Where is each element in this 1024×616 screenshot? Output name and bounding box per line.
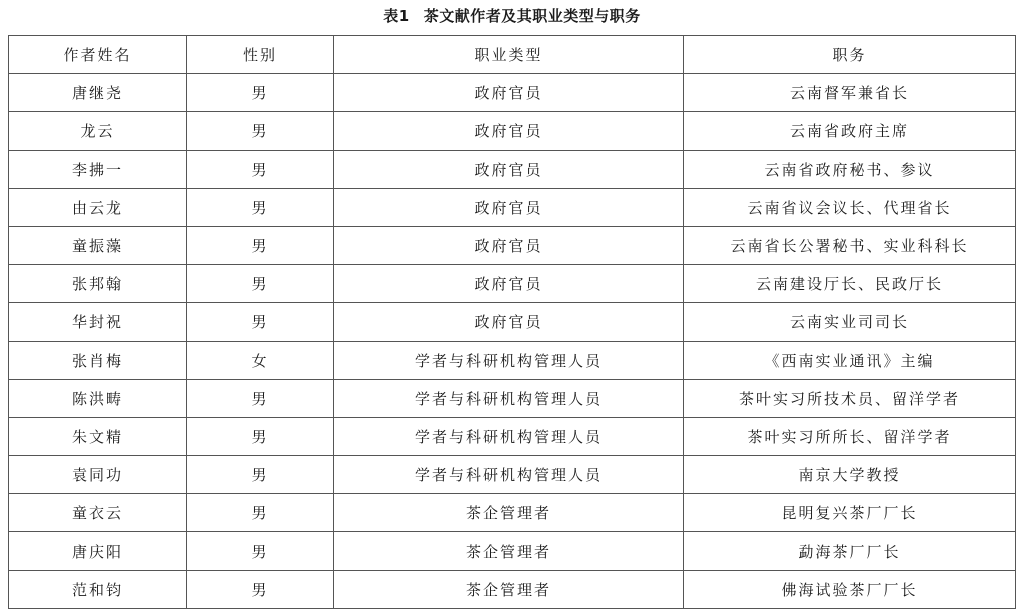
cell-gender: 男 bbox=[187, 150, 334, 188]
header-author-name: 作者姓名 bbox=[9, 36, 187, 74]
cell-occupation-type: 政府官员 bbox=[334, 150, 684, 188]
cell-author-name: 张肖梅 bbox=[9, 341, 187, 379]
table-row bbox=[9, 532, 1016, 570]
cell-gender: 男 bbox=[187, 379, 334, 417]
table-caption bbox=[0, 2, 1024, 30]
table-caption-label: 表1 bbox=[383, 7, 410, 25]
cell-position: 茶叶实习所所长、留洋学者 bbox=[684, 417, 1016, 455]
cell-position: 云南督军兼省长 bbox=[684, 74, 1016, 112]
header-position: 职务 bbox=[684, 36, 1016, 74]
cell-position: 《西南实业通讯》主编 bbox=[684, 341, 1016, 379]
cell-author-name: 陈洪畴 bbox=[9, 379, 187, 417]
cell-gender: 男 bbox=[187, 417, 334, 455]
cell-occupation-type: 茶企管理者 bbox=[334, 570, 684, 608]
cell-author-name: 童振藻 bbox=[9, 226, 187, 264]
header-gender: 性别 bbox=[187, 36, 334, 74]
table-row bbox=[9, 570, 1016, 608]
cell-gender: 男 bbox=[187, 265, 334, 303]
table-row bbox=[9, 494, 1016, 532]
cell-occupation-type: 学者与科研机构管理人员 bbox=[334, 379, 684, 417]
cell-occupation-type: 政府官员 bbox=[334, 112, 684, 150]
cell-author-name: 李拂一 bbox=[9, 150, 187, 188]
cell-occupation-type: 政府官员 bbox=[334, 265, 684, 303]
cell-gender: 男 bbox=[187, 303, 334, 341]
table-header-row bbox=[9, 36, 1016, 74]
cell-gender: 男 bbox=[187, 112, 334, 150]
cell-gender: 男 bbox=[187, 188, 334, 226]
cell-author-name: 龙云 bbox=[9, 112, 187, 150]
cell-position: 云南省议会议长、代理省长 bbox=[684, 188, 1016, 226]
cell-occupation-type: 政府官员 bbox=[334, 188, 684, 226]
cell-occupation-type: 学者与科研机构管理人员 bbox=[334, 341, 684, 379]
cell-gender: 男 bbox=[187, 532, 334, 570]
cell-author-name: 唐继尧 bbox=[9, 74, 187, 112]
cell-gender: 男 bbox=[187, 570, 334, 608]
cell-gender: 男 bbox=[187, 226, 334, 264]
cell-gender: 女 bbox=[187, 341, 334, 379]
cell-occupation-type: 学者与科研机构管理人员 bbox=[334, 456, 684, 494]
table-row bbox=[9, 226, 1016, 264]
table-row bbox=[9, 341, 1016, 379]
cell-position: 云南省政府主席 bbox=[684, 112, 1016, 150]
table-caption-title: 茶文献作者及其职业类型与职务 bbox=[423, 7, 641, 25]
cell-position: 佛海试验茶厂厂长 bbox=[684, 570, 1016, 608]
cell-gender: 男 bbox=[187, 494, 334, 532]
table-row bbox=[9, 456, 1016, 494]
cell-occupation-type: 政府官员 bbox=[334, 226, 684, 264]
cell-occupation-type: 茶企管理者 bbox=[334, 494, 684, 532]
cell-occupation-type: 茶企管理者 bbox=[334, 532, 684, 570]
header-occupation-type: 职业类型 bbox=[334, 36, 684, 74]
cell-occupation-type: 学者与科研机构管理人员 bbox=[334, 417, 684, 455]
table-row bbox=[9, 74, 1016, 112]
cell-author-name: 袁同功 bbox=[9, 456, 187, 494]
table-row bbox=[9, 150, 1016, 188]
cell-author-name: 华封祝 bbox=[9, 303, 187, 341]
author-occupation-table bbox=[8, 35, 1016, 609]
table-row bbox=[9, 417, 1016, 455]
cell-position: 南京大学教授 bbox=[684, 456, 1016, 494]
table-row bbox=[9, 303, 1016, 341]
cell-position: 昆明复兴茶厂厂长 bbox=[684, 494, 1016, 532]
cell-author-name: 童衣云 bbox=[9, 494, 187, 532]
cell-gender: 男 bbox=[187, 456, 334, 494]
cell-position: 云南建设厅长、民政厅长 bbox=[684, 265, 1016, 303]
cell-author-name: 范和钧 bbox=[9, 570, 187, 608]
table-row bbox=[9, 112, 1016, 150]
cell-position: 云南实业司司长 bbox=[684, 303, 1016, 341]
cell-position: 云南省长公署秘书、实业科科长 bbox=[684, 226, 1016, 264]
table-row bbox=[9, 379, 1016, 417]
table-row bbox=[9, 265, 1016, 303]
cell-position: 茶叶实习所技术员、留洋学者 bbox=[684, 379, 1016, 417]
cell-author-name: 唐庆阳 bbox=[9, 532, 187, 570]
cell-author-name: 朱文精 bbox=[9, 417, 187, 455]
cell-position: 勐海茶厂厂长 bbox=[684, 532, 1016, 570]
cell-author-name: 张邦翰 bbox=[9, 265, 187, 303]
cell-position: 云南省政府秘书、参议 bbox=[684, 150, 1016, 188]
cell-author-name: 由云龙 bbox=[9, 188, 187, 226]
table-row bbox=[9, 188, 1016, 226]
cell-gender: 男 bbox=[187, 74, 334, 112]
cell-occupation-type: 政府官员 bbox=[334, 303, 684, 341]
cell-occupation-type: 政府官员 bbox=[334, 74, 684, 112]
